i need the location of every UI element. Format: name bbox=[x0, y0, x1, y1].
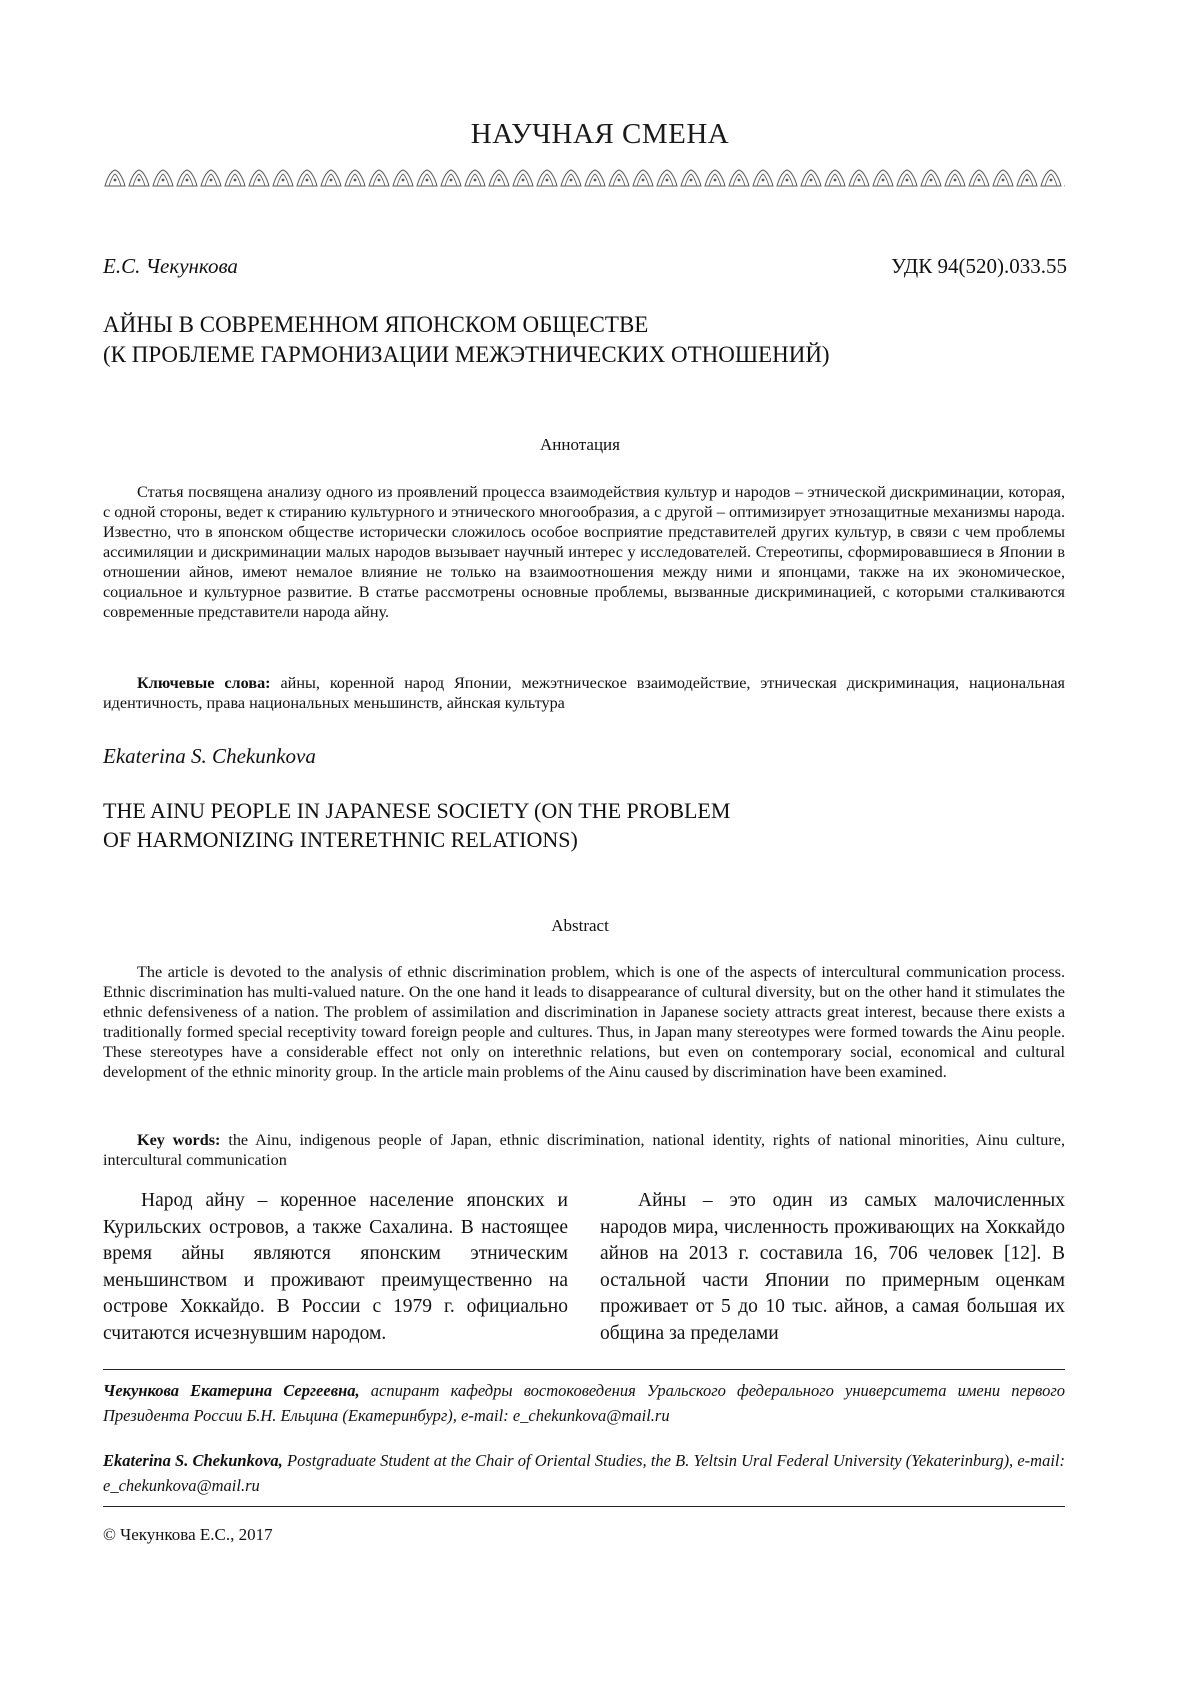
abstract-text-ru: Статья посвящена анализу одного из проявлений процесса взаимодействия культур и народов – этнической дискриминации, которая, с одной стороны, ведет к стиранию культурного и этнического многообразия, а с другой – оптимизирует этнозащитные механизмы народа. Известно, что в японском обществе исторически сложилось особое восприятие представителей других культур, в связи с чем проблемы ассимиляции и дискриминации малых народов вызывает научный интерес у исследователей. Стереотипы, сформировавшиеся в Японии в отношении айнов, имеют немалое влияние не только на взаимоотношения между ними и японцами, также на их экономическое, социальное и культурное развитие. В статье рассмотрены основные проблемы, вызванные дискриминацией, с которыми сталкиваются современные представители народа айну. bbox=[103, 483, 1065, 621]
title-en-line-1: THE AINU PEOPLE IN JAPANESE SOCIETY (ON THE PROBLEM bbox=[103, 798, 731, 823]
body-text-right: Айны – это один из самых малочисленных народов мира, численность проживающих на Хоккайдо айнов на 2013 г. составила 16, 706 человек [12]. В остальной части Японии по примерным оценкам проживает от 5 до 10 тыс. айнов, а самая большая их община за пределами bbox=[600, 1190, 1065, 1344]
keywords-en bbox=[103, 1130, 1065, 1170]
keywords-label-ru: Ключевые слова: bbox=[137, 674, 271, 692]
abstract-heading-en: Abstract bbox=[551, 916, 609, 935]
article-title-en bbox=[103, 796, 1063, 854]
footnote-name-ru: Чекункова Екатерина Сергеевна, bbox=[103, 1381, 360, 1400]
footnote-name-en: Ekaterina S. Chekunkova, bbox=[103, 1451, 283, 1470]
keywords-ru bbox=[103, 673, 1065, 713]
copyright: © Чекункова Е.С., 2017 bbox=[103, 1525, 273, 1544]
footnote-text-ru: аспирант кафедры востоковедения Уральского федерального университета имени первого Президента России Б.Н. Ельцина (Екатеринбург), e-mail: e_chekunkova@mail.ru bbox=[103, 1381, 1066, 1425]
keywords-label-en: Key words: bbox=[137, 1131, 221, 1149]
title-en-line-2: OF HARMONIZING INTERETHNIC RELATIONS) bbox=[103, 827, 578, 852]
footnote-rule-bottom bbox=[103, 1506, 1065, 1507]
keywords-text-ru: айны, коренной народ Японии, межэтническое взаимодействие, этническая дискриминация, национальная идентичность, права национальных меньшинств, айнская культура bbox=[103, 674, 1065, 712]
ornament-border bbox=[103, 168, 1065, 188]
title-ru-line-2: (К ПРОБЛЕМЕ ГАРМОНИЗАЦИИ МЕЖЭТНИЧЕСКИХ ОТНОШЕНИЙ) bbox=[103, 342, 830, 367]
abstract-text-en: The article is devoted to the analysis of ethnic discrimination problem, which is one of the aspects of intercultural communication process. Ethnic discrimination has multi-valued nature. On the one hand it leads to disappearance of cultural diversity, but on the other hand it stimulates the ethnic defensiveness of a nation. The problem of assimilation and discrimination in Japanese society attracts great interest, because there exists a traditionally formed special receptivity toward foreign people and cultures. Thus, in Japan many stereotypes were formed towards the Ainu people. These stereotypes have a considerable effect not only on interethnic relations, but even on contemporary social, economical and cultural development of the ethnic minority group. In the article main problems of the Ainu caused by discrimination have been examined. bbox=[103, 963, 1065, 1081]
author-name-en: Ekaterina S. Chekunkova bbox=[103, 744, 316, 768]
udk-code: УДК 94(520).033.55 bbox=[891, 254, 1067, 278]
abstract-en bbox=[103, 962, 1065, 1082]
keywords-text-en: the Ainu, indigenous people of Japan, ethnic discrimination, national identity, rights of national minorities, Ainu culture, intercultural communication bbox=[103, 1131, 1066, 1169]
article-title-ru bbox=[103, 310, 1063, 370]
footnote-en bbox=[103, 1448, 1065, 1498]
body-column-left bbox=[103, 1188, 568, 1347]
journal-title: НАУЧНАЯ СМЕНА bbox=[470, 118, 730, 150]
body-text-left: Народ айну – коренное население японских и Курильских островов, а также Сахалина. В настоящее время айны являются японским этническим меньшинством и проживают преимущественно на острове Хоккайдо. В России с 1979 г. официально считаются исчезнувшим народом. bbox=[103, 1190, 568, 1344]
body-column-right bbox=[600, 1188, 1065, 1347]
footnote-ru bbox=[103, 1378, 1065, 1428]
footnote-text-en: Postgraduate Student at the Chair of Oriental Studies, the B. Yeltsin Ural Federal University (Yekaterinburg), e-mail: e_chekunkova@mail.ru bbox=[103, 1451, 1066, 1495]
abstract-heading-ru: Аннотация bbox=[540, 435, 620, 454]
footnote-rule-top bbox=[103, 1369, 1065, 1370]
abstract-ru bbox=[103, 482, 1065, 622]
title-ru-line-1: АЙНЫ В СОВРЕМЕННОМ ЯПОНСКОМ ОБЩЕСТВЕ bbox=[103, 312, 649, 337]
author-name-ru: Е.С. Чекункова bbox=[103, 254, 238, 278]
